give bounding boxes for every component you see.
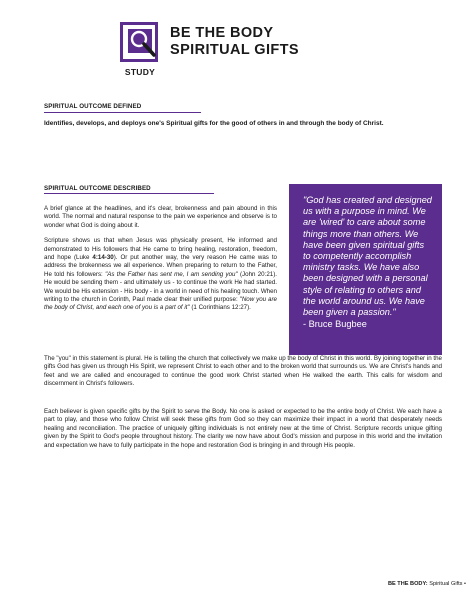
- p2-quote-2: "Now you are the body of Christ, and each one of you is a part of it": [44, 296, 278, 312]
- title-line-2: SPIRITUAL GIFTS: [170, 42, 299, 58]
- paragraph-3: The "you" in this statement is plural. He is telling the church that collectively we make up the body of Christ in this world. By joining together in the gifts God has given us through His Spirit, we represent Christ to each other and to the broken world that surrounds us. We are Christ's hands and feet and we are called and encouraged to continue the good work Christ started when He walked the earth. This calls for wisdom and discernment in Christ's followers.: [44, 355, 442, 388]
- defined-heading: SPIRITUAL OUTCOME DEFINED: [44, 103, 142, 110]
- defined-text: Identifies, develops, and deploys one's Spiritual gifts for the good of others in and through the body of Christ.: [44, 120, 384, 127]
- defined-rule: [44, 112, 201, 113]
- described-rule: [44, 193, 214, 194]
- footer-rest: Spiritual Gifts •: [427, 581, 466, 587]
- quote-author: - Bruce Bugbee: [303, 319, 367, 330]
- paragraph-2: [44, 237, 277, 313]
- p2-text-a: Scripture shows us that when Jesus was physically present, He informed and demonstrated to His followers that He came to bring healing, restoration, freedom, and hope (Luke: [44, 237, 277, 262]
- p2-scripture-ref: 4:14-30: [92, 254, 114, 262]
- footer-bold: BE THE BODY:: [387, 581, 428, 587]
- page-footer: [388, 581, 466, 587]
- quote-text: "God has created and designed us with a purpose in mind. We are 'wired' to care about some things more than others. We have been given spiritual gifts to competently accomplish ministry tasks. We have also been designed with a personal style of relating to others and the world around us. We have been given a passion.": [303, 195, 432, 318]
- paragraph-4: Each believer is given specific gifts by the Spirit to serve the Body. No one is asked or expected to be the entire body of Christ. We each have a part to play, and those who follow Christ will seek these gifts from God so they can maximize their impact in a world that desperately needs healing and reconciliation. The practice of uniquely gifting individuals is not entirely new at the time of Christ. Scripture records unique gifting given by the Spirit to God's people throughout history. The clarity we now have about God's mission and purpose in this world and the invitation and expectation we have to fully participate in the hope and restoration God is bringing in and through His people.: [44, 408, 442, 449]
- p2-text-c: (John 20:21). He would be sending them - and ultimately us - to continue the work He had started. We would be His extension - His body - in a world in need of his healing touch. When writing to the church in Corinth, Paul made clear their unified purpose:: [44, 270, 277, 304]
- logo-label: STUDY: [124, 67, 156, 77]
- described-heading: SPIRITUAL OUTCOME DESCRIBED: [44, 185, 151, 192]
- magnifier-icon: [126, 26, 160, 60]
- quote-box: [289, 184, 442, 355]
- described-column: [44, 205, 277, 320]
- page-title: [170, 25, 299, 59]
- paragraph-1: A brief glance at the headlines, and it's clear, brokenness and pain abound in this world. The normal and natural response to the pain we experience and observe is to wonder what God is doing about it.: [44, 205, 277, 229]
- p2-quote: "As the Father has sent me, I am sending you": [105, 270, 238, 278]
- p2-text-b: ). Or put another way, the very reason He came was to address the brokenness we all experience. When preparing to return to the Father, He told his followers:: [44, 254, 277, 278]
- title-line-1: BE THE BODY: [170, 25, 274, 41]
- p2-text-d: (1 Corinthians 12:27).: [189, 304, 251, 312]
